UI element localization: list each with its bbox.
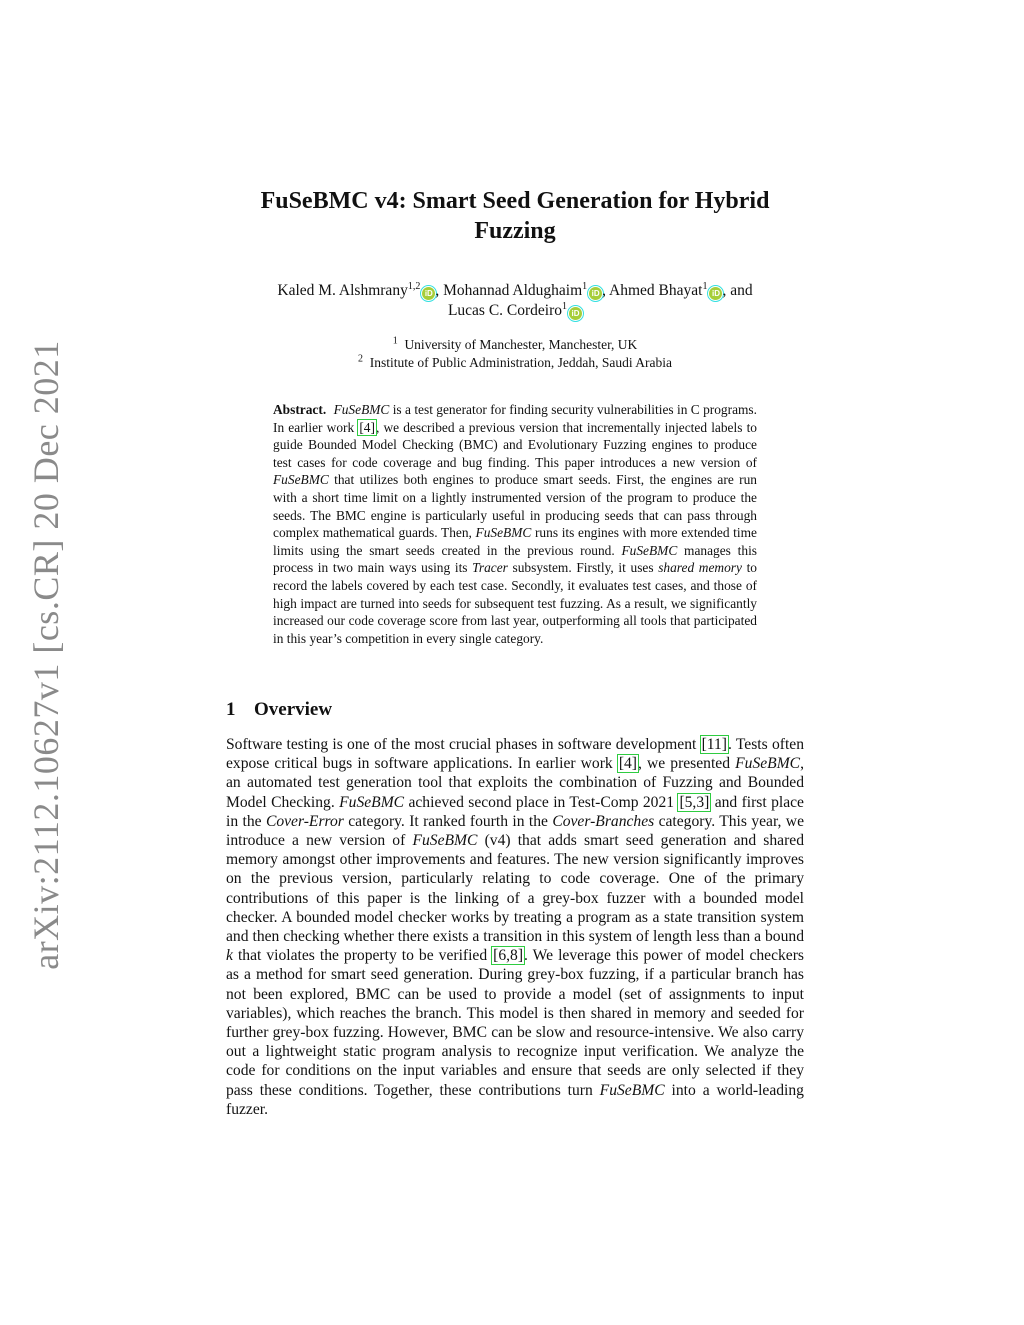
author-separator: , (602, 282, 610, 299)
body-text: achieved second place in Test-Comp 2021 (404, 793, 679, 811)
emphasis-text: Tracer (472, 560, 508, 576)
section-number: 1 (226, 699, 236, 720)
abstract-text: is a test generator for finding security vulnerabilities in C programs. In earlier work (273, 402, 757, 435)
abstract-text: to record the labels covered by each test case. Secondly, it evaluates test cases, and those of high impact are turned into seeds for subsequent test fuzzing. As a result, we significantly increased our code coverage score from last year, outperforming all tools that participated in this year’s competition in every single category. (273, 560, 757, 646)
arxiv-identifier-text: arXiv:2112.10627v1 [cs.CR] 20 Dec 2021 (26, 340, 66, 970)
citation-link[interactable]: [5,3] (679, 793, 710, 811)
abstract-text: , we described a previous version that incrementally injected labels to guide Bounded Model Checking (BMC) and Evolutionary Fuzzing engines to produce test cases for code coverage and bug finding. This paper introduces a new version of (273, 419, 757, 470)
title-line-2: Fuzzing (474, 218, 556, 244)
title-line-1: FuSeBMC v4: Smart Seed Generation for Hybrid (260, 188, 770, 214)
affiliation-text: University of Manchester, Manchester, UK (404, 337, 638, 352)
body-text: category. It ranked fourth in the (343, 812, 553, 830)
tool-name: FuSeBMC (339, 793, 405, 811)
tool-name: FuSeBMC (475, 525, 532, 541)
body-text: . We leverage this power of model checkers as a method for smart seed generation. During grey-box fuzzing, if a particular branch has not been explored, BMC can be used to provide a model (set of assignments to input variables), which reaches the branch. This model is then shared in memory and seeded for further grey-box fuzzing. However, BMC can be slow and resource-intensive. We also carry out a lightweight static program analysis to recognize input verification. We analyze the code for conditions on the input variables and ensure that seeds are only selected if they pass these conditions. Together, these contributions turn (226, 947, 804, 1099)
tool-name: FuSeBMC (273, 472, 329, 488)
author-affil-mark: 1,2 (407, 280, 421, 292)
tool-name: FuSeBMC (333, 402, 390, 417)
body-text: , we presented (638, 755, 736, 773)
citation-link[interactable]: [4] (359, 419, 375, 435)
affiliation-text: Institute of Public Administration, Jeddah, Saudi Arabia (369, 355, 672, 370)
body-text: into a world-leading fuzzer. (226, 1081, 804, 1118)
author-affil-mark: 1 (702, 280, 708, 292)
abstract-text: subsystem. Firstly, it uses (507, 560, 659, 576)
emphasis-text: Cover-Error (265, 812, 344, 830)
orcid-icon[interactable]: iD (422, 287, 435, 300)
abstract-text: that utilizes both engines to produce smart seeds. First, the engines are run with a short time limit on a lightly instrumented version of the program to produce the seeds. The BMC engine is particularly useful in producing seeds that can pass through complex mathematical guards. Then, (273, 472, 757, 541)
body-text: and first place in the (226, 793, 804, 830)
affiliations (200, 336, 830, 372)
affiliation-2 (200, 354, 830, 372)
tool-name: FuSeBMC (412, 832, 478, 850)
body-text: Software testing is one of the most crucial phases in software development (226, 736, 701, 753)
body-text: (v4) that adds smart seed generation and shared memory amongst other improvements and features. The new version significantly improves on the previous version, particularly relating to code coverage. One of the primary contributions of this paper is the linking of a grey-box fuzzer with a bounded model checker. A bounded model checker works by treating a program as a state transition system and then checking whether there exists a transition in this system of length less than a bound (226, 832, 804, 946)
abstract-label: Abstract. (273, 402, 327, 417)
body-text: that violates the property to be verified (232, 947, 493, 965)
author-affil-mark: 1 (582, 280, 588, 292)
author-name: Mohannad Aldughaim (443, 282, 583, 299)
affiliation-number: 2 (358, 353, 364, 365)
tool-name: FuSeBMC (621, 542, 678, 558)
abstract-text: manages this process in two main ways using its (273, 542, 758, 576)
author-affil-mark: 1 (562, 300, 568, 312)
body-text: category. This year, we introduce a new version of (226, 812, 804, 850)
math-variable: k (226, 947, 233, 965)
author-name: Kaled M. Alshmrany (277, 282, 408, 299)
citation-link[interactable]: [4] (618, 755, 637, 773)
section-heading (226, 699, 804, 721)
abstract-text: runs its engines with more extended time limits using the smart seeds created in the previous round. (273, 525, 757, 558)
orcid-icon[interactable]: iD (589, 287, 602, 300)
orcid-icon[interactable]: iD (569, 307, 582, 320)
author-name: Lucas C. Cordeiro (447, 302, 563, 319)
emphasis-text: Cover-Branches (552, 812, 655, 830)
paper-title (200, 186, 830, 246)
section-title: Overview (254, 699, 333, 720)
affiliation-number: 1 (392, 335, 398, 347)
body-text: , an automated test generation tool that exploits the combination of Fuzzing and Bounded Model Checking. (226, 755, 804, 811)
arxiv-identifier-sidebar (20, 340, 72, 970)
orcid-icon[interactable]: iD (709, 287, 722, 300)
tool-name: FuSeBMC (599, 1081, 665, 1099)
citation-link[interactable]: [11] (701, 736, 727, 753)
author-separator: , (435, 282, 444, 299)
body-text: . Tests often expose critical bugs in software applications. In earlier work (226, 736, 804, 773)
author-name: Ahmed Bhayat (609, 282, 703, 299)
abstract (273, 401, 757, 647)
author-list (200, 281, 830, 321)
overview-paragraph (226, 735, 804, 1119)
affiliation-1 (200, 336, 830, 354)
author-separator: , and (722, 282, 753, 299)
citation-link[interactable]: [6,8] (493, 947, 524, 965)
emphasis-text: shared memory (658, 560, 742, 576)
tool-name: FuSeBMC (735, 755, 801, 773)
